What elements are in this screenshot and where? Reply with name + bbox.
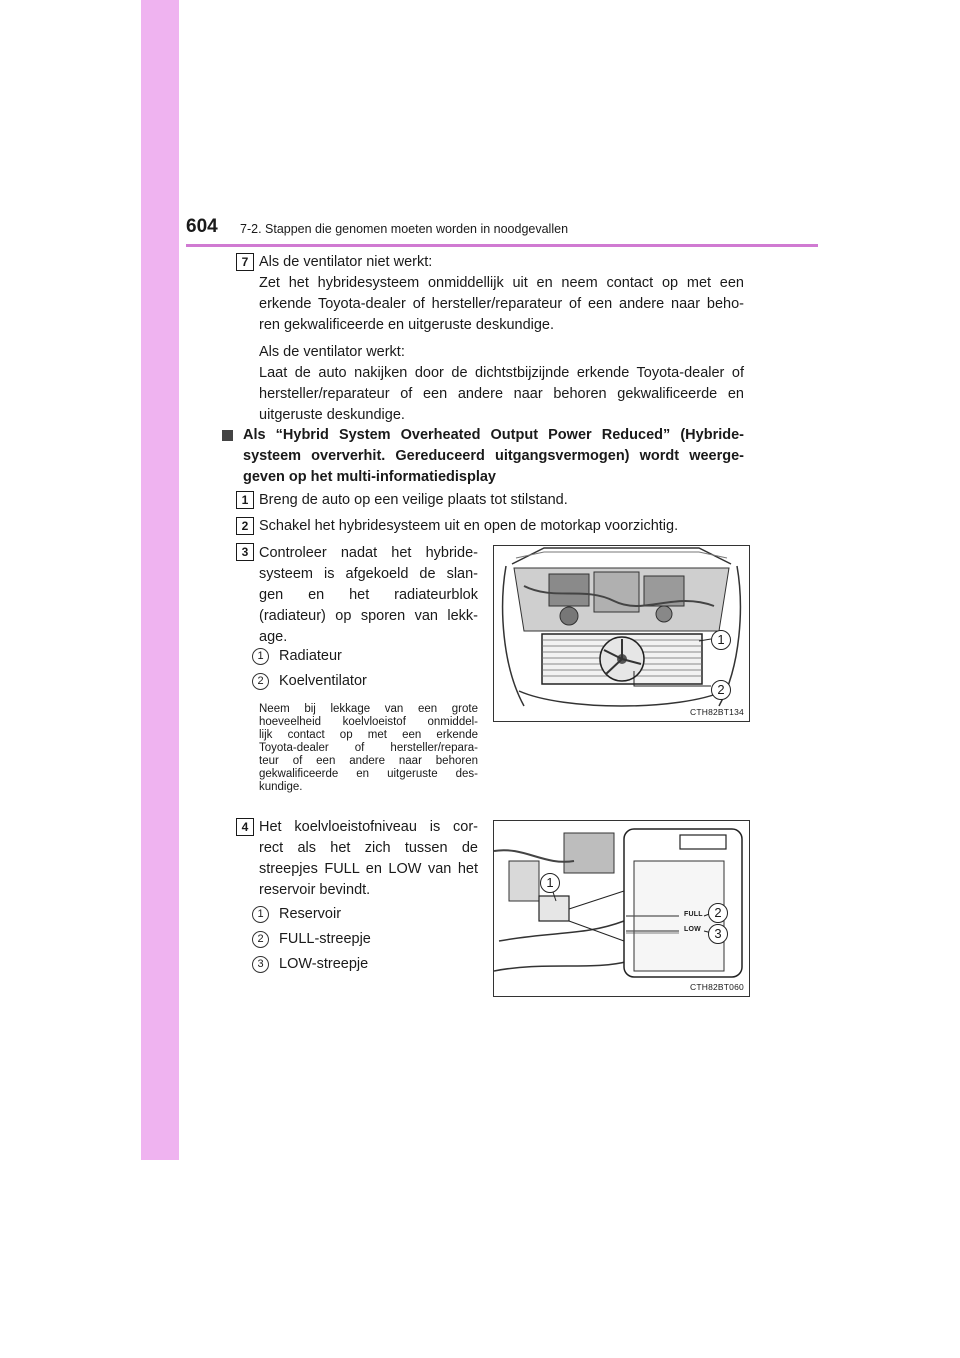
note-line-7: kundige. xyxy=(259,781,303,793)
low-callout: 3 xyxy=(708,924,728,944)
figure-code: CTH82BT060 xyxy=(690,982,744,992)
section-bullet xyxy=(222,430,233,441)
note-line-4: Toyota-dealer of hersteller/repara- xyxy=(259,742,478,754)
step-4-line-4: reservoir bevindt. xyxy=(259,882,371,898)
step-7-number: 7 xyxy=(236,253,254,271)
full-mark: FULL xyxy=(684,911,703,918)
legend-marker-r3: 3 xyxy=(252,956,269,973)
step-3-line-4: (radiateur) op sporen van lekk- xyxy=(259,608,478,624)
step-7-line-3: ren gekwalificeerde en uitgeruste deskundige. xyxy=(259,317,555,333)
side-tab xyxy=(141,0,179,1160)
step-3-line-2: systeem is afgekoeld de slan- xyxy=(259,566,478,582)
legend-marker-r1: 1 xyxy=(252,906,269,923)
step-7-fan-off-title: Als de ventilator niet werkt: xyxy=(259,254,433,270)
section-heading-line-1: Als “Hybrid System Overheated Output Power Reduced” (Hybride- xyxy=(243,427,744,443)
radiator-callout: 1 xyxy=(711,630,731,650)
legend-marker-r2: 2 xyxy=(252,931,269,948)
full-callout: 2 xyxy=(708,903,728,923)
note-line-6: gekwalificeerde en uitgeruste des- xyxy=(259,768,478,780)
step-2-number: 2 xyxy=(236,517,254,535)
note-line-5: teur of een andere naar behoren xyxy=(259,755,478,767)
legend-koelventilator: Koelventilator xyxy=(279,673,367,689)
note-line-2: hoeveelheid koelvloeistof onmiddel- xyxy=(259,716,478,728)
step-3-line-3: gen en het radiateurblok xyxy=(259,587,478,603)
step-7-line-6: uitgeruste deskundige. xyxy=(259,407,405,423)
step-4-line-1: Het koelvloeistofniveau is cor- xyxy=(259,819,478,835)
legend-marker-1: 1 xyxy=(252,648,269,665)
step-4-line-3: streepjes FULL en LOW van het xyxy=(259,861,478,877)
step-3-line-5: age. xyxy=(259,629,288,645)
step-4-number: 4 xyxy=(236,818,254,836)
radiator-illustration xyxy=(493,545,750,722)
legend-reservoir: Reservoir xyxy=(279,906,342,922)
step-4-line-2: rect als het zich tussen de xyxy=(259,840,478,856)
legend-low-line: LOW-streepje xyxy=(279,956,369,972)
page-number: 604 xyxy=(186,216,218,237)
legend-full-line: FULL-streepje xyxy=(279,931,371,947)
note-line-1: Neem bij lekkage van een grote xyxy=(259,703,478,715)
legend-radiateur: Radiateur xyxy=(279,648,342,664)
section-heading-line-3: geven op het multi-informatiedisplay xyxy=(243,469,496,485)
step-2-text: Schakel het hybridesysteem uit en open de motorkap voorzichtig. xyxy=(259,518,679,534)
header-divider xyxy=(186,244,818,247)
low-mark: LOW xyxy=(684,926,701,933)
step-7-line-4: Laat de auto nakijken door de dichtstbijzijnde erkende Toyota-dealer of xyxy=(259,365,744,381)
step-3-line-1: Controleer nadat het hybride- xyxy=(259,545,478,561)
step-7-line-1: Zet het hybridesysteem onmiddellijk uit en neem contact op met een xyxy=(259,275,744,291)
note-line-3: lijk contact op met een erkende xyxy=(259,729,478,741)
section-title: 7-2. Stappen die genomen moeten worden in noodgevallen xyxy=(240,222,569,236)
step-7-line-5: hersteller/reparateur of een andere naar behoren gekwalificeerde en xyxy=(259,386,744,402)
section-heading-line-2: systeem oververhit. Gereduceerd uitgangsvermogen) wordt weerge- xyxy=(243,448,744,464)
step-7-line-2: erkende Toyota-dealer of hersteller/reparateur of een andere naar beho- xyxy=(259,296,744,312)
step-3-number: 3 xyxy=(236,543,254,561)
step-1-number: 1 xyxy=(236,491,254,509)
fan-callout: 2 xyxy=(711,680,731,700)
figure-code: CTH82BT134 xyxy=(690,707,744,717)
step-7-fan-on-title: Als de ventilator werkt: xyxy=(259,344,405,360)
step-1-text: Breng de auto op een veilige plaats tot stilstand. xyxy=(259,492,568,508)
reservoir-callout: 1 xyxy=(540,873,560,893)
reservoir-illustration xyxy=(493,820,750,997)
engine-bay-drawing xyxy=(494,546,749,721)
legend-marker-2: 2 xyxy=(252,673,269,690)
